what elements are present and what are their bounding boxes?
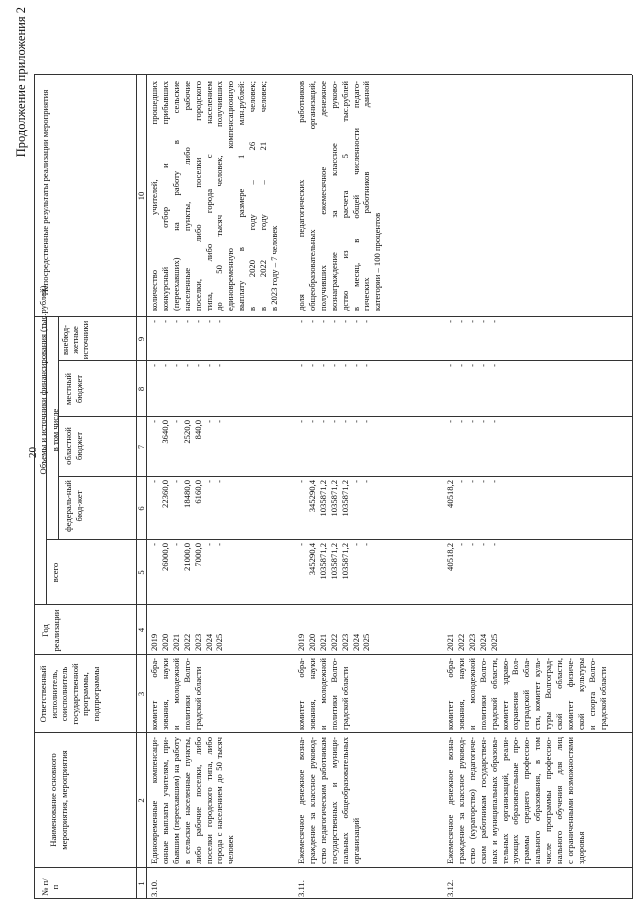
column-number: 9 xyxy=(136,336,146,342)
column-rule xyxy=(34,898,632,899)
measure-name-line: человек xyxy=(225,835,236,864)
total-cell: - xyxy=(149,543,159,546)
executor-line: и молодежной xyxy=(317,658,328,730)
total-cell: - xyxy=(466,543,477,546)
header-volumes: Объемы и источники финансирования (тыс.рублей) xyxy=(38,285,48,475)
regional-cell: - xyxy=(455,420,466,423)
total-cell: - xyxy=(361,543,372,546)
column-number: 6 xyxy=(136,506,146,511)
regional-cell: - xyxy=(149,420,159,423)
extra-cell: - xyxy=(466,320,477,323)
total-cell: 26000,0 xyxy=(159,543,170,571)
federal-cell: - xyxy=(466,480,477,483)
header-executor: Ответственный исполнитель, соисполнитель государственной программы, подпрограммы xyxy=(38,663,101,725)
column-number: 1 xyxy=(136,881,146,886)
regional-cell: - xyxy=(339,420,350,423)
extra-cell: - xyxy=(214,320,225,323)
federal-cell: - xyxy=(455,480,466,483)
extra-cell: - xyxy=(488,320,499,323)
year-cell: 2025 xyxy=(488,633,499,651)
regional-cell: - xyxy=(214,420,225,423)
measure-name-line: либо рабочие поселки, либо xyxy=(192,737,203,864)
local-cell: - xyxy=(214,364,225,367)
local-cell: - xyxy=(350,364,361,367)
regional-cell: - xyxy=(466,420,477,423)
extra-cell: - xyxy=(339,320,350,323)
federal-cell: 1035871,2 xyxy=(317,480,328,517)
page-number: 20 xyxy=(27,447,39,458)
header-federal: федераль-ный бюд-жет xyxy=(63,480,84,532)
regional-cell: - xyxy=(361,420,372,423)
local-cell: - xyxy=(306,364,317,367)
header-num: № п/п xyxy=(40,878,60,896)
header-regional: областной бюджет xyxy=(63,427,84,465)
column-number: 10 xyxy=(136,191,146,201)
measure-name-line: организаций xyxy=(350,817,361,864)
executor-line: политики Волго- xyxy=(181,658,192,730)
extra-cell: - xyxy=(361,320,372,323)
year-cell: 2019 xyxy=(149,633,159,651)
result-line: категории – 100 процентов xyxy=(372,212,383,311)
local-cell: - xyxy=(159,364,170,367)
local-cell: - xyxy=(181,364,192,367)
extra-cell: - xyxy=(170,320,181,323)
total-cell: - xyxy=(455,543,466,546)
column-rule xyxy=(34,867,632,868)
executor-line: охранения Вол- xyxy=(510,658,521,730)
result-line: в 2020 году – 26 человек; xyxy=(247,81,258,311)
regional-cell: - xyxy=(317,420,328,423)
measure-name-line: граждение за классное руковод- xyxy=(306,737,317,864)
measure-name-line: числе программы профессио- xyxy=(543,737,554,864)
measure-name-line: Ежемесячное денежное возна- xyxy=(445,737,455,864)
regional-cell: - xyxy=(488,420,499,423)
federal-cell: 22360,0 xyxy=(159,480,170,508)
header-results: Непосредственные результаты реализации мероприятия xyxy=(40,89,50,296)
total-cell: 7000,0 xyxy=(192,543,203,567)
local-cell: - xyxy=(317,364,328,367)
measure-name-line: тельных организаций, реали- xyxy=(499,737,510,864)
extra-cell: - xyxy=(350,320,361,323)
measure-name-line: в сельские населенные пункты, xyxy=(181,737,192,864)
year-cell: 2021 xyxy=(317,633,328,651)
measure-name-line: ство (кураторство) педагогиче- xyxy=(466,737,477,864)
column-number: 3 xyxy=(136,691,146,697)
executor-line: градской области xyxy=(339,666,350,730)
measure-name-line: Единовременные компенсаци- xyxy=(149,737,159,864)
table-bottom-rule xyxy=(632,75,633,899)
federal-cell: 1035871,2 xyxy=(328,480,339,517)
result-line: в месяц, в общей численности педаго- xyxy=(350,81,361,311)
federal-cell: - xyxy=(203,480,214,483)
year-cell: 2025 xyxy=(361,633,372,651)
extra-cell: - xyxy=(317,320,328,323)
executor-line: и молодежной xyxy=(170,658,181,730)
local-cell: - xyxy=(203,364,214,367)
extra-cell: - xyxy=(181,320,192,323)
measure-name-line: города с населением до 50 тысяч xyxy=(214,737,225,864)
federal-cell: 6160,0 xyxy=(192,480,203,504)
local-cell: - xyxy=(339,364,350,367)
result-line: выплату в размере 1 млн.рублей: xyxy=(236,81,247,311)
regional-cell: 3640,0 xyxy=(159,420,170,444)
local-cell: - xyxy=(192,364,203,367)
measure-name-line: пальных общеобразовательных xyxy=(339,737,350,864)
federal-cell: 345290,4 xyxy=(306,480,317,513)
regional-cell: - xyxy=(170,420,181,423)
header-including: в том числе xyxy=(50,408,60,452)
local-cell: - xyxy=(466,364,477,367)
federal-cell: 40518,2 xyxy=(445,480,455,508)
measure-name-line: онные выплаты учителям, при- xyxy=(159,737,170,864)
local-cell: - xyxy=(477,364,488,367)
result-line: в 2022 году – 21 человек; xyxy=(258,81,268,311)
year-cell: 2023 xyxy=(192,633,203,651)
year-cell: 2025 xyxy=(214,633,225,651)
year-cell: 2019 xyxy=(296,633,306,651)
extra-cell: - xyxy=(328,320,339,323)
regional-cell: - xyxy=(328,420,339,423)
extra-cell: - xyxy=(149,320,159,323)
regional-cell: 2520,0 xyxy=(181,420,192,444)
header-name: Наименование основного мероприятия, мероприятия xyxy=(48,750,69,850)
executor-line: и спорта Волго- xyxy=(586,658,597,730)
column-number: 7 xyxy=(136,444,146,450)
result-line: количество учителей, прошедших xyxy=(149,81,159,311)
result-line: единовременную компенсационную xyxy=(225,81,236,311)
local-cell: - xyxy=(149,364,159,367)
table-top-rule xyxy=(34,75,35,899)
total-cell: 40518,2 xyxy=(445,543,455,571)
extra-cell: - xyxy=(192,320,203,323)
total-cell: - xyxy=(203,543,214,546)
executor-line: комитет обра- xyxy=(296,658,306,730)
local-cell: - xyxy=(445,364,455,367)
federal-cell: - xyxy=(149,480,159,483)
column-number: 2 xyxy=(136,798,146,803)
executor-line: зования, науки xyxy=(159,658,170,730)
column-rule xyxy=(34,604,632,605)
total-cell: 21000,0 xyxy=(181,543,192,571)
result-line: до 50 тысяч человек, получивших xyxy=(214,81,225,311)
result-line: поселки, либо поселки городского xyxy=(192,81,203,311)
result-line: в 2023 году – 7 человек xyxy=(268,225,279,311)
executor-line: градской области xyxy=(597,666,608,730)
executor-line: ской культуры xyxy=(575,658,586,730)
federal-cell: - xyxy=(214,480,225,483)
column-number: 4 xyxy=(136,627,146,633)
header-extra: внебюд-жетные источники xyxy=(60,320,90,360)
result-line: (переехавших) на работу в сельские xyxy=(170,81,181,311)
measure-name-line: ским работникам государствен- xyxy=(477,737,488,864)
federal-cell: - xyxy=(170,480,181,483)
executor-line: политики Волго- xyxy=(328,658,339,730)
total-cell: 1035871,2 xyxy=(317,543,328,580)
executor-line: и молодежной xyxy=(466,658,477,730)
regional-cell: - xyxy=(445,420,455,423)
total-cell: - xyxy=(477,543,488,546)
local-cell: - xyxy=(361,364,372,367)
measure-name-line: нального образования, в том xyxy=(532,737,543,864)
regional-cell: - xyxy=(477,420,488,423)
year-cell: 2022 xyxy=(328,633,339,651)
column-rule xyxy=(34,316,632,317)
column-rule xyxy=(46,539,632,540)
year-cell: 2024 xyxy=(350,633,361,651)
total-cell: - xyxy=(296,543,306,546)
measure-name-line: ство педагогическим работникам xyxy=(317,737,328,864)
year-cell: 2022 xyxy=(181,633,192,651)
total-cell: 1035871,2 xyxy=(328,543,339,580)
executor-line: сти, комитет куль- xyxy=(532,658,543,730)
extra-cell: - xyxy=(455,320,466,323)
federal-cell: - xyxy=(488,480,499,483)
federal-cell: - xyxy=(296,480,306,483)
total-cell: 1035871,2 xyxy=(339,543,350,580)
measure-name-line: бывшим (переехавшим) на работу xyxy=(170,737,181,864)
result-line: вознаграждение за классное руково- xyxy=(328,81,339,311)
regional-cell: - xyxy=(296,420,306,423)
federal-cell: - xyxy=(361,480,372,483)
executor-line: гоградской обла- xyxy=(521,658,532,730)
measure-name-line: здоровья xyxy=(575,831,586,864)
regional-cell: - xyxy=(350,420,361,423)
measure-name-line: граммы среднего профессио- xyxy=(521,737,532,864)
measure-name-line: с ограниченными возможностями xyxy=(564,737,575,864)
year-cell: 2021 xyxy=(170,633,181,651)
measure-name-line: государственных и муници- xyxy=(328,737,339,864)
extra-cell: - xyxy=(445,320,455,323)
executor-line: зования, науки xyxy=(455,658,466,730)
extra-cell: - xyxy=(477,320,488,323)
regional-cell: - xyxy=(306,420,317,423)
result-line: доля педагогических работников xyxy=(296,81,306,311)
year-cell: 2024 xyxy=(477,633,488,651)
federal-cell: - xyxy=(477,480,488,483)
executor-line: зования, науки xyxy=(306,658,317,730)
result-line: населенные пункты, либо рабочие xyxy=(181,81,192,311)
result-line: конкурсный отбор и прибывших xyxy=(159,81,170,311)
measure-name-line: ных и муниципальных образова- xyxy=(488,737,499,864)
year-cell: 2020 xyxy=(306,633,317,651)
result-line: типа, либо города с населением xyxy=(203,81,214,311)
measure-name-line: зующих образовательные про- xyxy=(510,737,521,864)
extra-cell: - xyxy=(203,320,214,323)
header-year: Год реализации xyxy=(40,609,61,652)
year-cell: 2023 xyxy=(466,633,477,651)
measure-name-line: поселки городского типа, либо xyxy=(203,737,214,864)
result-line: получивших ежемесячное денежное xyxy=(317,81,328,311)
measure-name-line: нального обучения для лиц xyxy=(554,737,564,864)
year-cell: 2021 xyxy=(445,633,455,651)
year-cell: 2024 xyxy=(203,633,214,651)
total-cell: - xyxy=(488,543,499,546)
executor-line: комитет здраво- xyxy=(499,658,510,730)
column-number: 5 xyxy=(136,570,146,575)
local-cell: - xyxy=(328,364,339,367)
executor-line: политики Волго- xyxy=(477,658,488,730)
column-rule xyxy=(34,732,632,733)
result-line: общеобразовательных организаций, xyxy=(306,81,317,311)
total-cell: - xyxy=(350,543,361,546)
local-cell: - xyxy=(488,364,499,367)
federal-cell: 18480,0 xyxy=(181,480,192,508)
result-line: гических работников данной xyxy=(361,81,372,311)
executor-line: градской области, xyxy=(488,658,499,730)
local-cell: - xyxy=(455,364,466,367)
year-cell: 2023 xyxy=(339,633,350,651)
total-cell: 345290,4 xyxy=(306,543,317,576)
measure-name-line: Ежемесячное денежное возна- xyxy=(296,737,306,864)
total-cell: - xyxy=(170,543,181,546)
continuation-caption: Продолжение приложения 2 xyxy=(14,7,28,158)
measure-name-line: граждение за классное руковод- xyxy=(455,737,466,864)
local-cell: - xyxy=(170,364,181,367)
executor-line: ской области, xyxy=(554,658,564,730)
extra-cell: - xyxy=(159,320,170,323)
row-number: 3.10. xyxy=(149,879,159,897)
row-number: 3.11. xyxy=(296,880,306,897)
regional-cell: - xyxy=(203,420,214,423)
row-number: 3.12. xyxy=(445,879,455,897)
local-cell: - xyxy=(296,364,306,367)
federal-cell: - xyxy=(350,480,361,483)
column-rule xyxy=(34,654,632,655)
executor-line: комитет обра- xyxy=(445,658,455,730)
header-local: местный бюджет xyxy=(63,373,84,406)
column-number: 8 xyxy=(136,386,146,392)
executor-line: туры Волгоград- xyxy=(543,658,554,730)
executor-line: комитет физиче- xyxy=(564,658,575,730)
column-rule xyxy=(34,74,632,75)
extra-cell: - xyxy=(306,320,317,323)
executor-line: комитет обра- xyxy=(149,658,159,730)
year-cell: 2022 xyxy=(455,633,466,651)
year-cell: 2020 xyxy=(159,633,170,651)
regional-cell: 840,0 xyxy=(192,420,203,440)
header-total: всего xyxy=(50,562,60,583)
total-cell: - xyxy=(214,543,225,546)
extra-cell: - xyxy=(296,320,306,323)
result-line: дство из расчета 5 тыс.рублей xyxy=(339,81,350,311)
executor-line: градской области xyxy=(192,666,203,730)
federal-cell: 1035871,2 xyxy=(339,480,350,517)
